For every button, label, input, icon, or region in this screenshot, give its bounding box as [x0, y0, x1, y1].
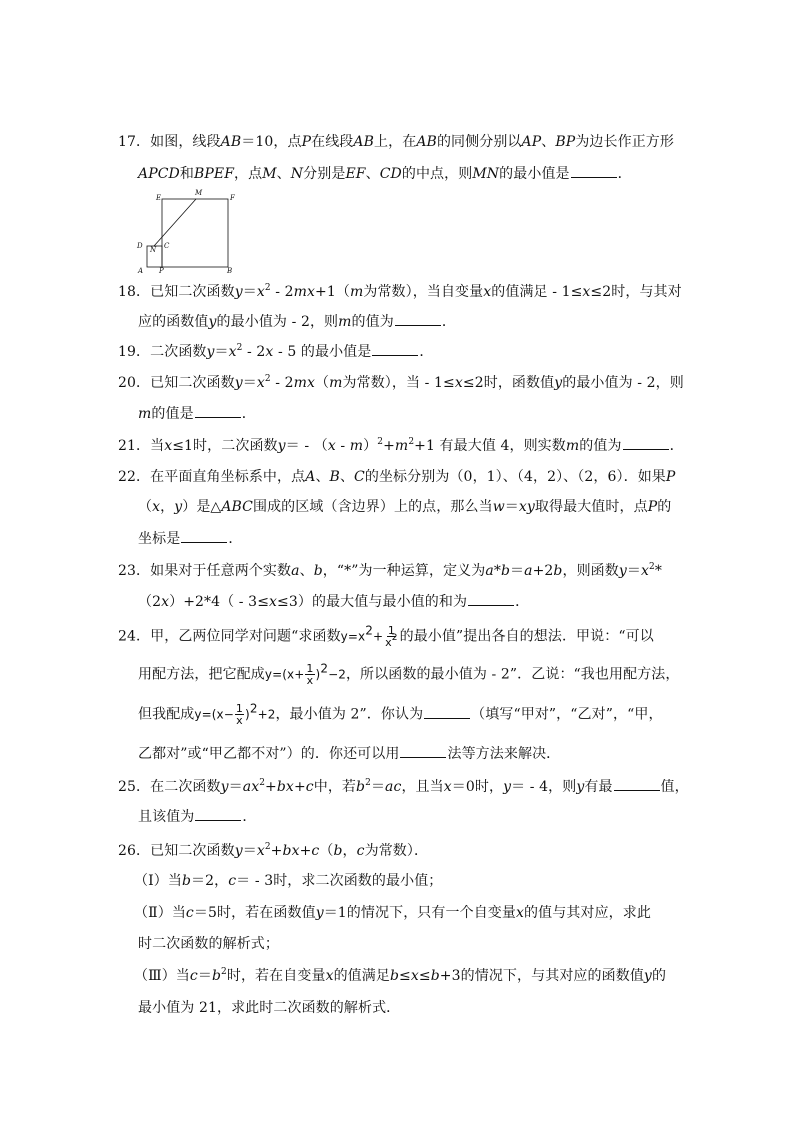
q20-line-1: 20．已知二次函数$y=x^2 - 2mx(m$为常数），当 - 1≤x≤2时，函数值y的最小值为 - 2，则	[118, 374, 684, 391]
q23-line-2: （2x）+2*4（ - 3≤x≤3）的最大值与最小值的和为 ．	[138, 594, 530, 610]
fraction: $\frac{1}{x^2}$	[385, 624, 398, 649]
q26-part-2-line-2: 时二次函数的解析式；	[138, 936, 279, 952]
fraction: $\frac{1}{x}$	[235, 702, 244, 727]
q24-line-2: 用配方法，把它配成y=(x+ $\frac{1}{x}$ )$^2$−2，所以函数的最小值为 - 2”．乙说：“我也用配方法，	[138, 661, 680, 687]
q20-line-2: m的值是 ．	[138, 406, 256, 422]
answer-blank[interactable]	[195, 808, 241, 821]
q24-line-3: 但我配成y=(x− $\frac{1}{x}$ )$^2$+2，最小值为 2”．你认为 （填写“甲对”，“乙对”，“甲，	[138, 701, 663, 727]
label-d: D	[137, 242, 143, 250]
q25-line-2: 且该值为 ．	[138, 809, 257, 825]
answer-blank[interactable]	[181, 530, 227, 543]
answer-blank[interactable]	[614, 778, 660, 791]
q26-part-1: （Ⅰ）当b＝2，c＝ - 3时，求二次函数的最小值；	[134, 873, 443, 889]
label-f: F	[230, 194, 235, 202]
q24-line-1: 24．甲，乙两位同学对问题“求函数$y=x^2+$ $\frac{1}{x^2}$ 的最小值”提出各自的想法．甲说：“可以	[118, 623, 654, 649]
label-m: M	[195, 189, 203, 197]
q21-line: 21．当x≤1时，二次函数$y= - (x - m)^2+m^2+1$ 有最大值 4，则实数m的值为 ．	[118, 437, 684, 454]
label-e: E	[156, 194, 162, 202]
answer-blank[interactable]	[195, 405, 241, 418]
square-figure	[134, 186, 244, 274]
q26-part-3-line-1: （Ⅲ）当$c=b^2$时，若在自变量x的值满足b≤x≤b+3的情况下，与其对应的函数值y的	[134, 967, 667, 984]
label-n: N	[150, 246, 157, 254]
answer-blank[interactable]	[468, 593, 514, 606]
q22-line-1: 22．在平面直角坐标系中，点A、B、C的坐标分别为（0，1）、（4，2）、（2，6）．如果P	[118, 469, 676, 485]
label-c: C	[164, 242, 170, 250]
answer-blank[interactable]	[424, 706, 470, 719]
answer-blank[interactable]	[400, 745, 446, 758]
q18-line-2: 应的函数值y的最小值为 - 2，则m的值为 ．	[138, 314, 456, 330]
label-b: B	[227, 267, 233, 274]
answer-blank[interactable]	[623, 437, 669, 450]
q24-line-4: 乙都对”或“甲乙都不对”）的．你还可以用 法等方法来解决．	[138, 746, 561, 762]
q26-line-1: 26．已知二次函数$y=x^2+bx+c(b$，c为常数）．	[118, 842, 429, 859]
q22-line-2: （x，y）是△ABC围成的区域（含边界）上的点，那么当w＝xy取得最大值时，点P的	[138, 499, 672, 515]
q17-line-1: 17．如图，线段AB＝10，点P在线段AB上，在AB的同侧分别以AP、BP为边长作正方形	[118, 134, 675, 150]
answer-blank[interactable]	[372, 343, 418, 356]
q18-line-1: 18．已知二次函数$y=x^2 - 2mx+1(m$为常数），当自变量x的值满足 - 1≤x≤2时，与其对	[118, 283, 682, 300]
q26-part-3-line-2: 最小值为 21，求此时二次函数的解析式．	[138, 1000, 401, 1016]
answer-blank[interactable]	[395, 313, 441, 326]
q26-part-2-line-1: （Ⅱ）当c＝5时，若在函数值y＝1的情况下，只有一个自变量x的值与其对应，求此	[134, 905, 651, 921]
label-p: P	[159, 267, 164, 274]
q23-line-1: 23．如果对于任意两个实数a、b，“*”为一种运算，定义为a*b＝a+2b，则函数$y=x^2*$	[118, 562, 662, 579]
answer-blank[interactable]	[571, 165, 617, 178]
q22-line-3: 坐标是 ．	[138, 531, 243, 547]
q25-line-1: 25．在二次函数$y=ax^2+bx+c$中，若$b^2=ac$，且当x＝0时，y＝ - 4，则y有最 值，	[118, 778, 689, 795]
q19-line: 19．二次函数$y=x^2 - 2x - 5$ 的最小值是 ．	[118, 343, 434, 360]
label-a: A	[138, 267, 144, 274]
q17-line-2: APCD和BPEF，点M、N分别是EF、CD的中点，则MN的最小值是 ．	[138, 166, 632, 182]
fraction: $\frac{1}{x}$	[306, 662, 314, 687]
